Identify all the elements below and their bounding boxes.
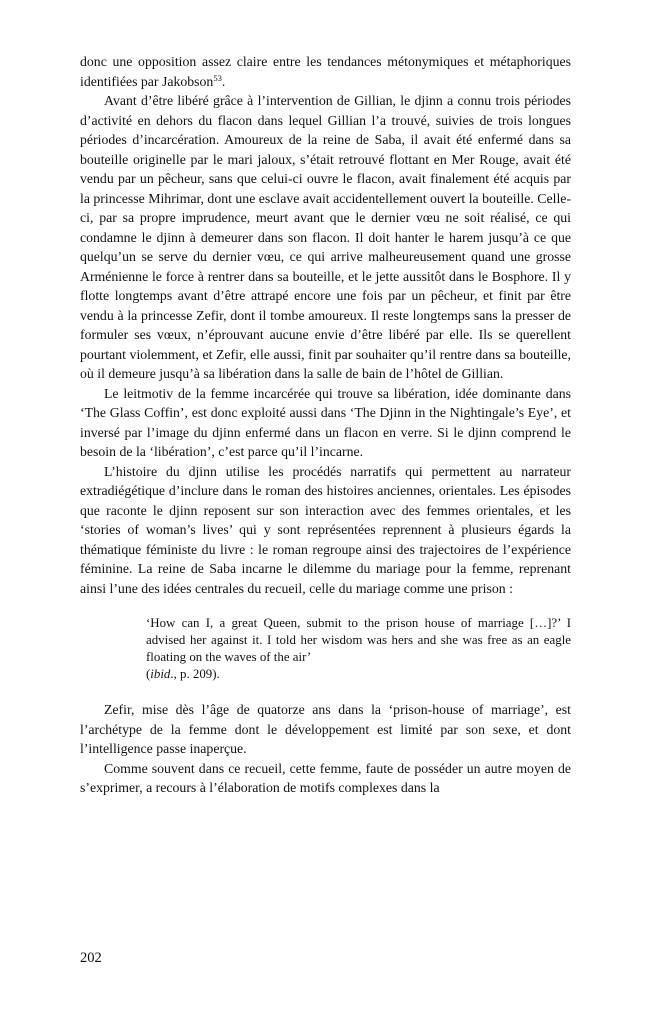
footnote-reference: 53 <box>213 72 222 83</box>
paragraph: L’histoire du djinn utilise les procédés narratifs qui permettent au narrateur extradiégétique d’inclure dans le roman des histoires anciennes, orientales. Les épisodes que raconte le djinn reposent sur son interaction avec des femmes orientales, et les ‘stories of woman’s lives’ qui y sont représentées reprennent à plusieurs égards la thématique féministe du livre : le roman regroupe ainsi des trajectoires de l’expérience féminine. La reine de Saba incarne le dilemme du mariage pour la femme, reprenant ainsi l’une des idées centrales du recueil, celle du mariage comme une prison : <box>80 463 571 596</box>
paragraph: Avant d’être libéré grâce à l’intervention de Gillian, le djinn a connu trois périodes d’activité en dehors du flacon dans lequel Gillian l’a trouvé, suivies de trois longues périodes d’incarcération. Amoureux de la reine de Saba, il avait été enfermé dans sa bouteille originelle par le mari jaloux, s’était retrouvé flottant en Mer Rouge, avait été vendu par un pêcheur, sans que celui-ci ouvre le flacon, avait finalement été acquis par la princesse Mihrimar, dont une esclave avait accidentellement ouvert la bouteille. Celle-ci, par sa propre imprudence, meurt avant que le dernier vœu ne soit réalisé, ce qui condamne le djinn à demeurer dans son flacon. Il doit hanter le harem jusqu’à ce que quelqu’un se serve du dernier vœu, ce qui arrive malheureusement quand une grosse Arménienne le force à rentrer dans sa bouteille, et le jette aussitôt dans le Bosphore. Il y flotte longtemps avant d’être attrapé encore une fois par un pêcheur, et finit par être vendu à la princesse Zefir, dont il tombe amoureux. Il reste longtemps sans la presser de formuler ses vœux, n’éprouvant aucune envie d’être libéré par elle. Ils se querellent pourtant violemment, et Zefir, elle aussi, finit par souhaiter qu’il rentre dans sa bouteille, où il demeure jusqu’à sa libération dans la salle de bain de l’hôtel de Gillian. <box>80 93 571 381</box>
paragraph: donc une opposition assez claire entre les tendances métonymiques et métaphoriques identifiées par Jakobson$^{53}$. <box>80 54 571 89</box>
block-quote: ‘How can I, a great Queen, submit to the prison house of marriage […]?’ I advised her against it. I told her wisdom was hers and she was free as an eagle floating on the waves of the air’ (ibid., p. 209). <box>146 616 571 681</box>
paragraph: Le leitmotiv de la femme incarcérée qui trouve sa libération, idée dominante dans ‘The Glass Coffin’, est donc exploité aussi dans ‘The Djinn in the Nightingale’s Eye’, et inversé par l’image du djinn enfermé dans un flacon en verre. Si le djinn comprend le besoin de la ‘libération’, c’est parce qu’il l’incarne. <box>80 385 571 459</box>
text-body <box>80 52 571 798</box>
paragraph: Zefir, mise dès l’âge de quatorze ans dans la ‘prison-house of marriage’, est l’archétype de la femme dont le développement est limité par son sexe, et dont l’intelligence passe inaperçue. <box>80 702 571 756</box>
paragraph: Comme souvent dans ce recueil, cette femme, faute de posséder un autre moyen de s’exprimer, a recours à l’élaboration de motifs complexes dans la <box>80 760 571 795</box>
page-number: 202 <box>80 950 102 966</box>
